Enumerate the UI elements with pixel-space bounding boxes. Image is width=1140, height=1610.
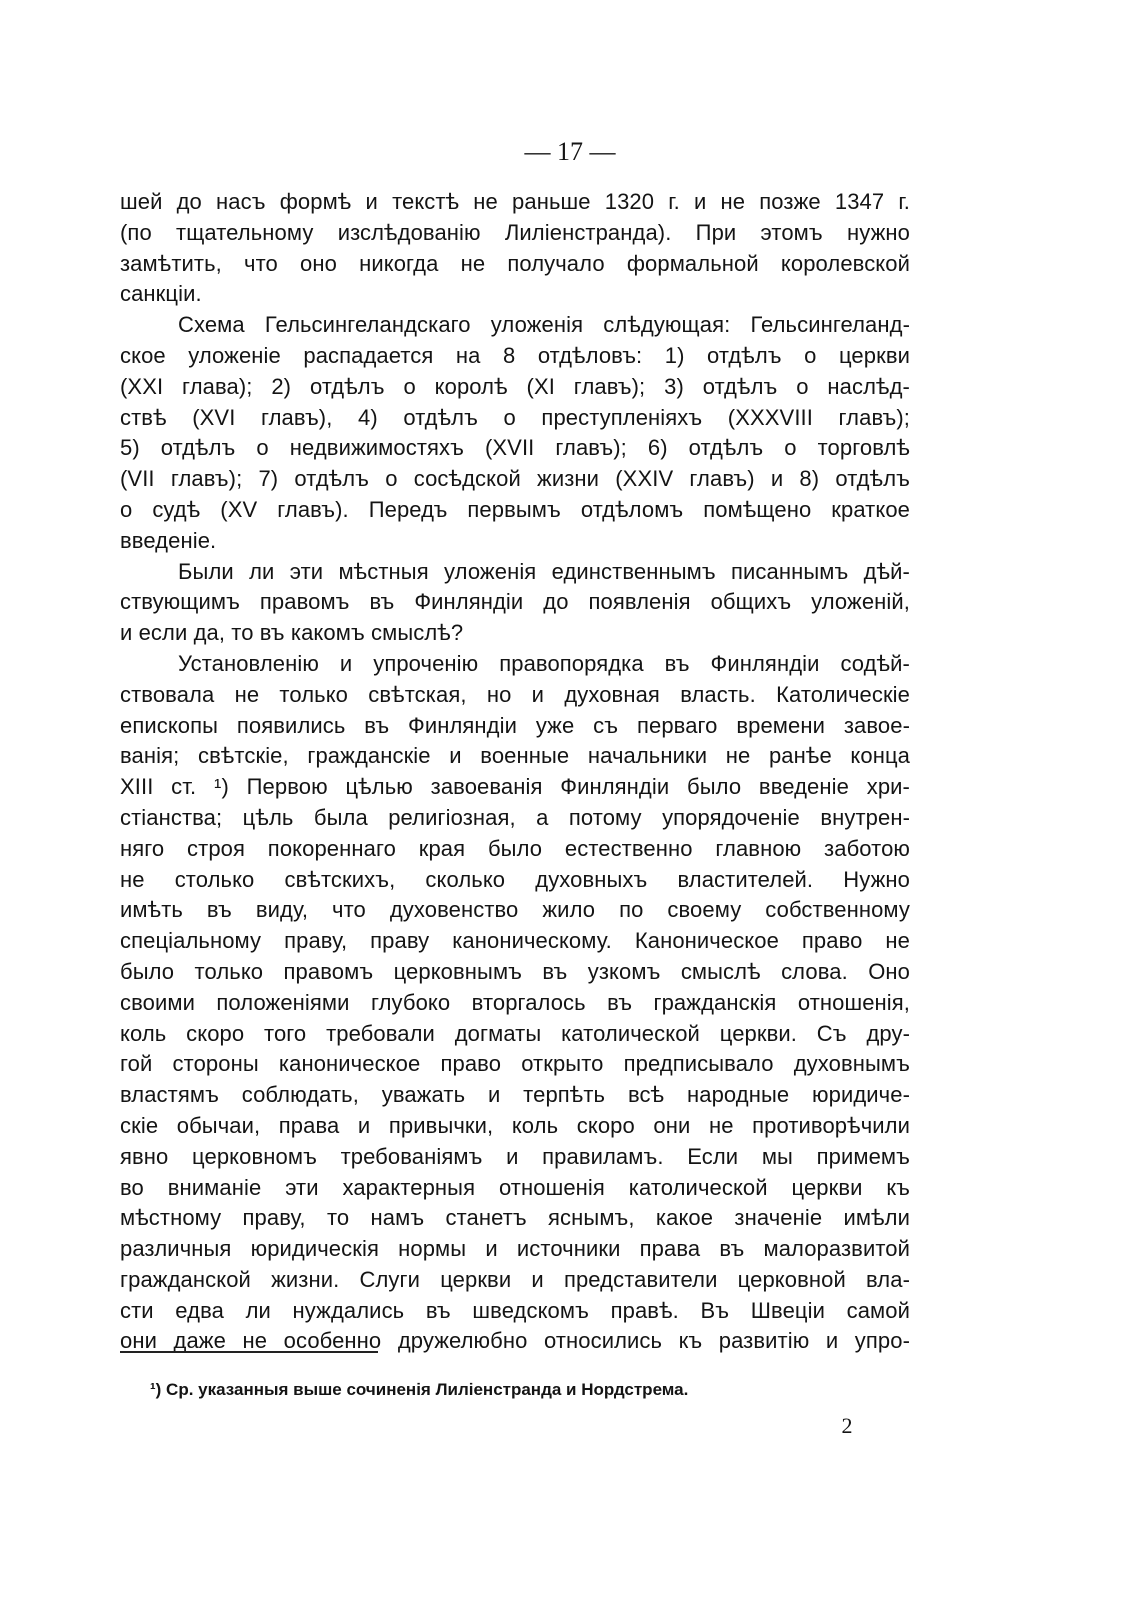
text-line: XIII ст. ¹) Первою цѣлью завоеванія Финляндіи было введеніе хри- <box>120 774 910 800</box>
text-line: (XXI глава); 2) отдѣлъ о королѣ (XI главъ); 3) отдѣлъ о наслѣд- <box>120 373 910 399</box>
text-line: коль скоро того требовали догматы католической церкви. Съ дру- <box>120 1020 910 1046</box>
text-line: епископы появились въ Финляндіи уже съ перваго времени завое- <box>120 712 910 738</box>
text-line: было только правомъ церковнымъ въ узкомъ смыслѣ слова. Оно <box>120 958 910 984</box>
text-line: ствующимъ правомъ въ Финляндіи до появленія общихъ уложеній, <box>120 589 910 615</box>
text-line: сти едва ли нуждались въ шведскомъ правѣ. Въ Швеціи самой <box>120 1297 910 1323</box>
text-line: и если да, то въ какомъ смыслѣ? <box>120 620 464 646</box>
text-line: няго строя покореннаго края было естественно главною заботою <box>120 835 910 861</box>
text-line: шей до насъ формѣ и текстѣ не раньше 1320 г. и не позже 1347 г. <box>120 189 910 214</box>
text-line: введеніе. <box>120 527 217 553</box>
text-line: (VII главъ); 7) отдѣлъ о сосѣдской жизни (XXIV главъ) и 8) отдѣлъ <box>120 466 910 492</box>
text-line: ское уложеніе распадается на 8 отдѣловъ: 1) отдѣлъ о церкви <box>120 342 910 368</box>
text-line: не столько свѣтскихъ, сколько духовныхъ властителей. Нужно <box>120 866 910 892</box>
text-line: своими положеніями глубоко вторгалось въ гражданскія отношенія, <box>120 989 910 1015</box>
text-line: ствѣ (XVI главъ), 4) отдѣлъ о преступленіяхъ (XXXVIII главъ); <box>120 404 910 430</box>
text-line: гой стороны каноническое право открыто предписывало духовнымъ <box>120 1051 910 1077</box>
footnote: ¹) Ср. указанныя выше сочиненія Лиліенстранда и Нордстрема. <box>150 1380 689 1399</box>
text-line: властямъ соблюдать, уважать и терпѣть всѣ народные юридиче- <box>120 1082 910 1108</box>
text-line: санкціи. <box>120 281 202 307</box>
page-number: — 17 — <box>524 137 616 166</box>
text-line: 5) отдѣлъ о недвижимостяхъ (XVII главъ); 6) отдѣлъ о торговлѣ <box>120 435 910 461</box>
text-line: явно церковномъ требованіямъ и правиламъ. Если мы примемъ <box>120 1143 910 1169</box>
text-line: (по тщательному изслѣдованію Лиліенстранда). При этомъ нужно <box>120 219 910 245</box>
body-text <box>120 187 910 1357</box>
text-line: Схема Гельсингеландскаго уложенія слѣдующая: Гельсингеланд- <box>178 312 910 338</box>
text-line: о судѣ (XV главъ). Передъ первымъ отдѣломъ помѣщено краткое <box>120 496 910 522</box>
text-line: имѣть въ виду, что духовенство жило по своему собственному <box>120 897 910 923</box>
text-line: во вниманіе эти характерныя отношенія католической церкви къ <box>120 1174 910 1200</box>
text-line: различныя юридическія нормы и источники права въ малоразвитой <box>120 1236 910 1262</box>
footnote-divider <box>120 1351 378 1353</box>
text-line: они даже не особенно дружелюбно относились къ развитію и упро- <box>120 1328 910 1354</box>
text-line: стіанства; цѣль была религіозная, а потому упорядоченіе внутрен- <box>120 804 910 830</box>
text-line: гражданской жизни. Слуги церкви и представители церковной вла- <box>120 1266 910 1292</box>
text-line: Были ли эти мѣстныя уложенія единственнымъ писаннымъ дѣй- <box>178 558 910 584</box>
text-line: скіе обычаи, права и привычки, коль скоро они не противорѣчили <box>120 1112 910 1138</box>
text-line: ствовала не только свѣтская, но и духовная власть. Католическіе <box>120 681 910 707</box>
text-line: мѣстному праву, то намъ станетъ яснымъ, какое значеніе имѣли <box>120 1205 910 1231</box>
text-line: спеціальному праву, праву каноническому. Каноническое право не <box>120 928 910 954</box>
signature-mark: 2 <box>841 1413 853 1438</box>
text-line: замѣтить, что оно никогда не получало формальной королевской <box>120 250 910 276</box>
text-line: ванія; свѣтскіе, гражданскіе и военные начальники не ранѣе конца <box>120 743 910 769</box>
text-line: Установленію и упроченію правопорядка въ Финляндіи содѣй- <box>178 650 910 676</box>
